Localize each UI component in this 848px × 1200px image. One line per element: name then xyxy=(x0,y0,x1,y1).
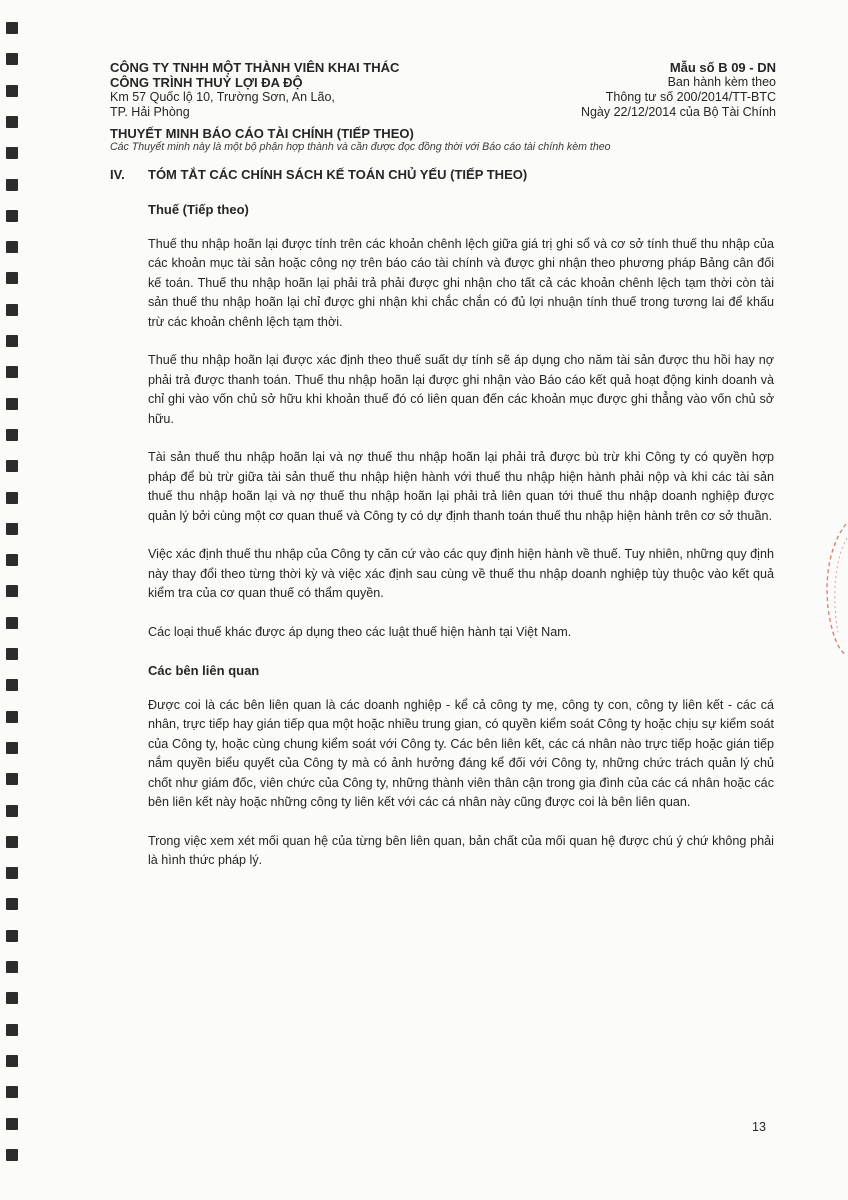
binding-hole-icon xyxy=(6,585,18,597)
binding-hole-icon xyxy=(6,398,18,410)
binding-hole-icon xyxy=(6,554,18,566)
binding-hole-icon xyxy=(6,210,18,222)
company-block xyxy=(110,60,399,120)
binding-hole-icon xyxy=(6,805,18,817)
binding-holes xyxy=(6,22,20,1182)
document-title: THUYẾT MINH BÁO CÁO TÀI CHÍNH (TIẾP THEO) xyxy=(110,126,414,141)
related-parties-paragraph-1: Được coi là các bên liên quan là các doanh nghiệp - kể cả công ty mẹ, công ty con, công ty liên kết - các cá nhân, trực tiếp hay gián tiếp qua một hoặc nhiều trung gian, có quyền kiểm soát Công ty hoặc chịu sự kiểm soát của Công ty, hoặc cùng chung kiểm soát với Công ty. Các bên liên kết, các cá nhân nào trực tiếp hoặc gián tiếp nắm quyền biểu quyết của Công ty mà có ảnh hưởng đáng kể đối với Công ty, những chức trách quản lý chủ chốt như giám đốc, viên chức của Công ty, những thành viên thân cận trong gia đình của các cá nhân hoặc các bên liên kết này hoặc những công ty liên kết với các cá nhân này cũng được coi là bên liên quan. xyxy=(148,697,774,809)
binding-hole-icon xyxy=(6,1086,18,1098)
company-address-line-1: Km 57 Quốc lộ 10, Trường Sơn, An Lão, xyxy=(110,90,335,104)
binding-hole-icon xyxy=(6,961,18,973)
document-body xyxy=(148,200,774,890)
binding-hole-icon xyxy=(6,85,18,97)
binding-hole-icon xyxy=(6,867,18,879)
tax-paragraph-5: Các loại thuế khác được áp dụng theo các luật thuế hiện hành tại Việt Nam. xyxy=(148,624,572,639)
binding-hole-icon xyxy=(6,335,18,347)
seal-stamp-icon xyxy=(820,520,848,660)
tax-heading: Thuế (Tiếp theo) xyxy=(148,202,249,217)
related-parties-paragraph-2: Trong việc xem xét mối quan hệ của từng bên liên quan, bản chất của mối quan hệ được chú ý chứ không phải là hình thức pháp lý. xyxy=(148,833,774,867)
company-name-line-2: CÔNG TRÌNH THUỶ LỢI ĐA ĐỘ xyxy=(110,75,303,90)
section-heading xyxy=(110,167,527,182)
related-parties-heading: Các bên liên quan xyxy=(148,663,260,678)
binding-hole-icon xyxy=(6,366,18,378)
form-ref-line-1: Ban hành kèm theo xyxy=(667,75,776,89)
form-ref-line-2: Thông tư số 200/2014/TT-BTC xyxy=(605,90,776,104)
document-header xyxy=(110,60,776,126)
binding-hole-icon xyxy=(6,272,18,284)
binding-hole-icon xyxy=(6,1149,18,1161)
binding-hole-icon xyxy=(6,429,18,441)
page-number: 13 xyxy=(752,1120,766,1134)
tax-paragraph-2: Thuế thu nhập hoãn lại được xác định theo thuế suất dự tính sẽ áp dụng cho năm tài sản được thu hồi hay nợ phải trả được thanh toán. Thuế thu nhập hoãn lại được ghi nhận vào Báo cáo kết quả hoạt động kinh doanh và chỉ ghi vào vốn chủ sở hữu khi khoản thuế đó có liên quan đến các khoản mục được ghi thẳng vào vốn chủ sở hữu. xyxy=(148,353,774,426)
document-subtitle: Các Thuyết minh này là một bộ phận hợp thành và cần được đọc đồng thời với Báo cáo tài chính kèm theo xyxy=(110,141,611,153)
binding-hole-icon xyxy=(6,711,18,723)
binding-hole-icon xyxy=(6,53,18,65)
binding-hole-icon xyxy=(6,1055,18,1067)
binding-hole-icon xyxy=(6,679,18,691)
binding-hole-icon xyxy=(6,460,18,472)
binding-hole-icon xyxy=(6,773,18,785)
binding-hole-icon xyxy=(6,1024,18,1036)
binding-hole-icon xyxy=(6,898,18,910)
company-address-line-2: TP. Hải Phòng xyxy=(110,105,190,119)
tax-paragraph-4: Việc xác định thuế thu nhập của Công ty căn cứ vào các quy định hiện hành về thuế. Tuy nhiên, những quy định này thay đổi theo từng thời kỳ và việc xác định sau cùng về thuế thu nhập doanh nghiệp tùy thuộc vào kết quả kiểm tra của cơ quan thuế có thẩm quyền. xyxy=(148,547,774,600)
form-ref-line-3: Ngày 22/12/2014 của Bộ Tài Chính xyxy=(580,105,776,119)
form-reference-block xyxy=(581,60,776,120)
binding-hole-icon xyxy=(6,1118,18,1130)
tax-paragraph-1: Thuế thu nhập hoãn lại được tính trên các khoản chênh lệch giữa giá trị ghi sổ và cơ sở tính thuế thu nhập của các khoản mục tài sản hoặc công nợ trên báo cáo tài chính và được ghi nhận theo phương pháp Bảng cân đối kế toán. Thuế thu nhập hoãn lại phải trả phải được ghi nhận cho tất cả các khoản chênh lệch tạm thời còn tài sản thuế thu nhập hoãn lại chỉ được ghi nhận khi chắc chắn có đủ lợi nhuận tính thuế trong tương lai để khấu trừ các khoản chênh lệch tạm thời. xyxy=(148,236,774,329)
binding-hole-icon xyxy=(6,836,18,848)
binding-hole-icon xyxy=(6,179,18,191)
binding-hole-icon xyxy=(6,241,18,253)
binding-hole-icon xyxy=(6,648,18,660)
binding-hole-icon xyxy=(6,617,18,629)
binding-hole-icon xyxy=(6,22,18,34)
binding-hole-icon xyxy=(6,930,18,942)
binding-hole-icon xyxy=(6,992,18,1004)
binding-hole-icon xyxy=(6,742,18,754)
binding-hole-icon xyxy=(6,116,18,128)
tax-paragraph-3: Tài sản thuế thu nhập hoãn lại và nợ thuế thu nhập hoãn lại phải trả được bù trừ khi Công ty có quyền hợp pháp để bù trừ giữa tài sản thuế thu nhập hiện hành với thuế thu nhập hiện hành phải nộp và khi các tài sản thuế thu nhập hoãn lại và nợ thuế thu nhập hoãn lại phải trả liên quan tới thuế thu nhập doanh nghiệp được quản lý bởi cùng một cơ quan thuế và Công ty có dự định thanh toán thuế thu nhập hiện hành trên cơ sở thuần. xyxy=(148,450,774,523)
binding-hole-icon xyxy=(6,147,18,159)
form-code: Mẫu số B 09 - DN xyxy=(669,60,776,75)
binding-hole-icon xyxy=(6,523,18,535)
binding-hole-icon xyxy=(6,304,18,316)
section-number: IV. xyxy=(110,167,125,182)
binding-hole-icon xyxy=(6,492,18,504)
company-name-line-1: CÔNG TY TNHH MỘT THÀNH VIÊN KHAI THÁC xyxy=(110,60,400,75)
section-title: TÓM TẮT CÁC CHÍNH SÁCH KẾ TOÁN CHỦ YẾU (TIẾP THEO) xyxy=(148,167,528,182)
